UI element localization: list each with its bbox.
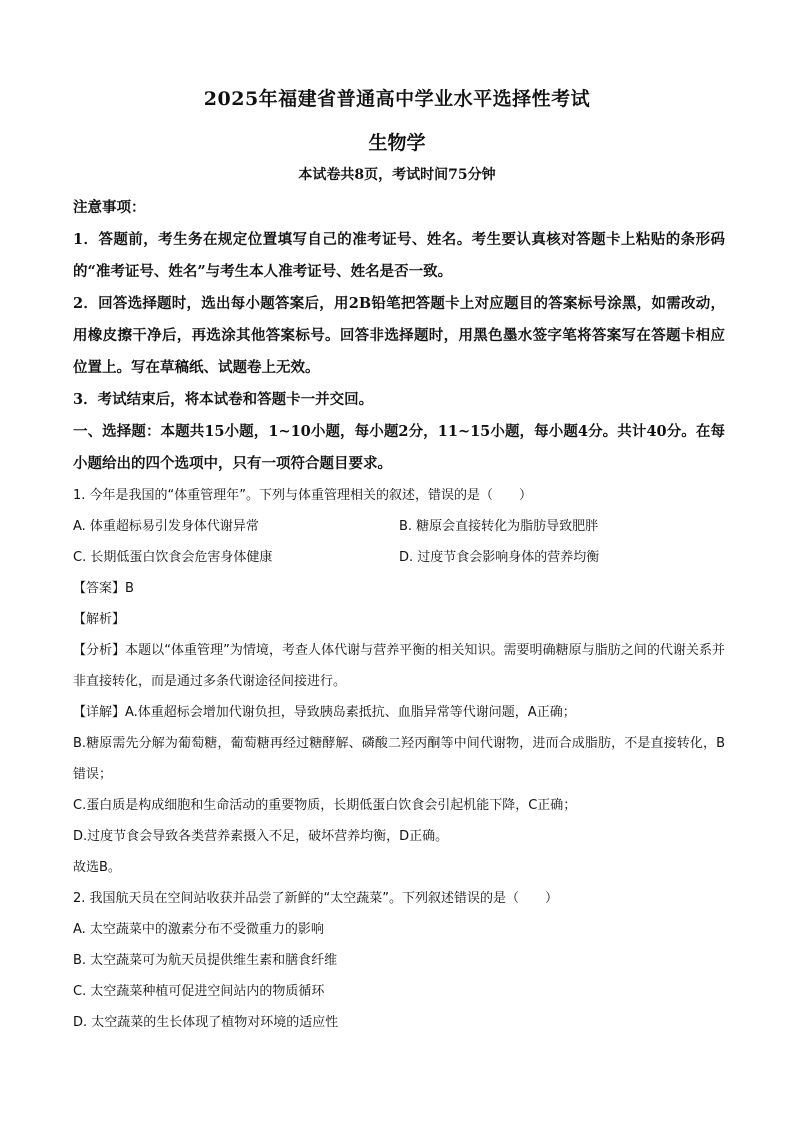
q1-analysis-heading: 【解析】 [73,612,126,627]
q1-option-d: D. 过度节食会影响身体的营养均衡 [399,550,600,565]
q1-options-row-2 [73,542,725,573]
q2-option-d: D. 太空蔬菜的生长体现了植物对环境的适应性 [73,1015,339,1030]
q2-stem: 2. 我国航天员在空间站收获并品尝了新鲜的“太空蔬菜”。下列叙述错误的是（ ） [73,891,559,906]
notice-item-3: 3．考试结束后，将本试卷和答题卡一并交回。 [73,391,374,408]
q2-option-a: A. 太空蔬菜中的激素分布不受微重力的影响 [73,922,324,937]
q2-option-b: B. 太空蔬菜可为航天员提供维生素和膳食纤维 [73,953,338,968]
q1-answer: 【答案】B [73,581,134,596]
q1-detail-a: 【详解】A.体重超标会增加代谢负担，导致胰岛素抵抗、血脂异常等代谢问题，A正确； [73,705,576,720]
exam-content [73,192,725,1038]
notice-item-2: 2．回答选择题时，选出每小题答案后，用2B铅笔把答题卡上对应题目的答案标号涂黑，如需改动，用橡皮擦干净后，再选涂其他答案标号。回答非选择题时，用黑色墨水签字笔将答案写在答题卡相应位置上。写在草稿纸、试题卷上无效。 [73,295,725,376]
exam-title: 2025年福建省普通高中学业水平选择性考试 [203,88,591,110]
q1-stem: 1. 今年是我国的“体重管理年”。下列与体重管理相关的叙述，错误的是（ ） [73,488,533,503]
q1-detail-c: C.蛋白质是构成细胞和生命活动的重要物质，长期低蛋白饮食会引起机能下降，C正确； [73,798,577,813]
exam-info: 本试卷共8页，考试时间75分钟 [298,167,496,183]
section1-heading: 一、选择题：本题共15小题，1~10小题，每小题2分，11~15小题，每小题4分。共计40分。在每小题给出的四个选项中，只有一项符合题目要求。 [73,423,725,472]
q2-option-c: C. 太空蔬菜种植可促进空间站内的物质循环 [73,984,325,999]
q1-conclusion: 故选B。 [73,860,121,875]
q1-options-row-1 [73,511,725,542]
exam-subject: 生物学 [368,132,426,154]
q1-detail-b: B.糖原需先分解为葡萄糖，葡萄糖再经过糖酵解、磷酸二羟丙酮等中间代谢物，进而合成脂肪，不是直接转化，B错误； [73,736,725,782]
q1-analysis: 【分析】本题以“体重管理”为情境，考查人体代谢与营养平衡的相关知识。需要明确糖原与脂肪之间的代谢关系并非直接转化，而是通过多条代谢途径间接进行。 [73,643,725,689]
notice-item-1: 1．答题前，考生务在规定位置填写自己的准考证号、姓名。考生要认真核对答题卡上粘贴的条形码的“准考证号、姓名”与考生本人准考证号、姓名是否一致。 [73,231,725,280]
notice-heading: 注意事项： [73,199,146,216]
q1-option-c: C. 长期低蛋白饮食会危害身体健康 [73,550,273,565]
q1-option-b: B. 糖原会直接转化为脂肪导致肥胖 [399,519,599,534]
q1-detail-d: D.过度节食会导致各类营养素摄入不足，破坏营养均衡，D正确。 [73,829,449,844]
q1-option-a: A. 体重超标易引发身体代谢异常 [73,519,259,534]
